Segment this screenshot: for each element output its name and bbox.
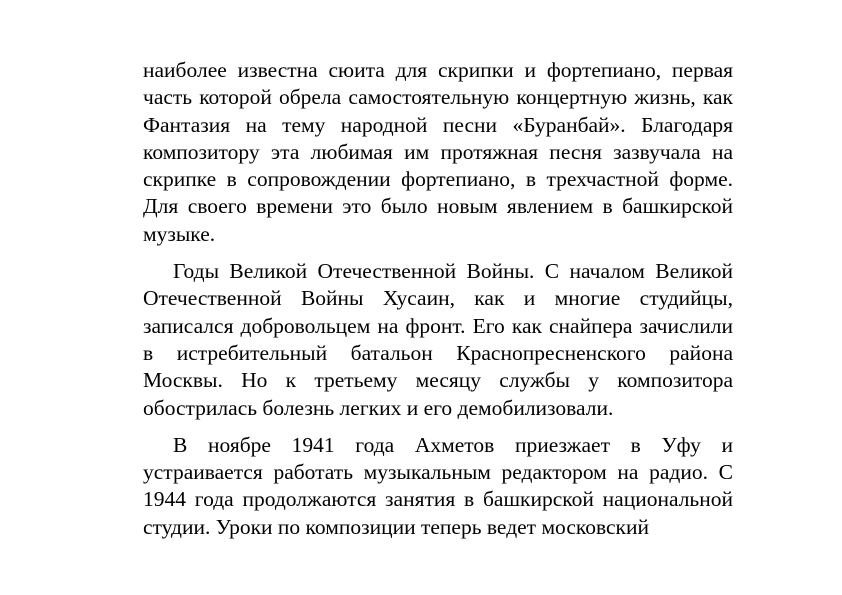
paragraph-ufa: В ноябре 1941 года Ахметов приезжает в Уфу и устраивается работать музыкальным редактором на радио. С 1944 года продолжаются занятия в башкирской национальной студии. Уроки по композиции теперь ведет московский — [143, 432, 733, 539]
document-body — [143, 57, 733, 551]
paragraph-continuation: наиболее известна сюита для скрипки и фортепиано, первая часть которой обрела самостоятельную концертную жизнь, как Фантазия на тему народной песни «Буранбай». Благодаря композитору эта любимая им протяжная песня зазвучала на скрипке в сопровождении фортепиано, в трехчастной форме. Для своего времени это было новым явлением в башкирской музыке. — [143, 58, 733, 246]
paragraph-war-years: Годы Великой Отечественной Войны. С началом Великой Отечественной Войны Хусаин, как и многие студийцы, записался добровольцем на фронт. Его как снайпера зачислили в истребительный батальон Краснопресненского района Москвы. Но к третьему месяцу службы у композитора обострилась болезнь легких и его демобилизовали. — [143, 259, 733, 420]
